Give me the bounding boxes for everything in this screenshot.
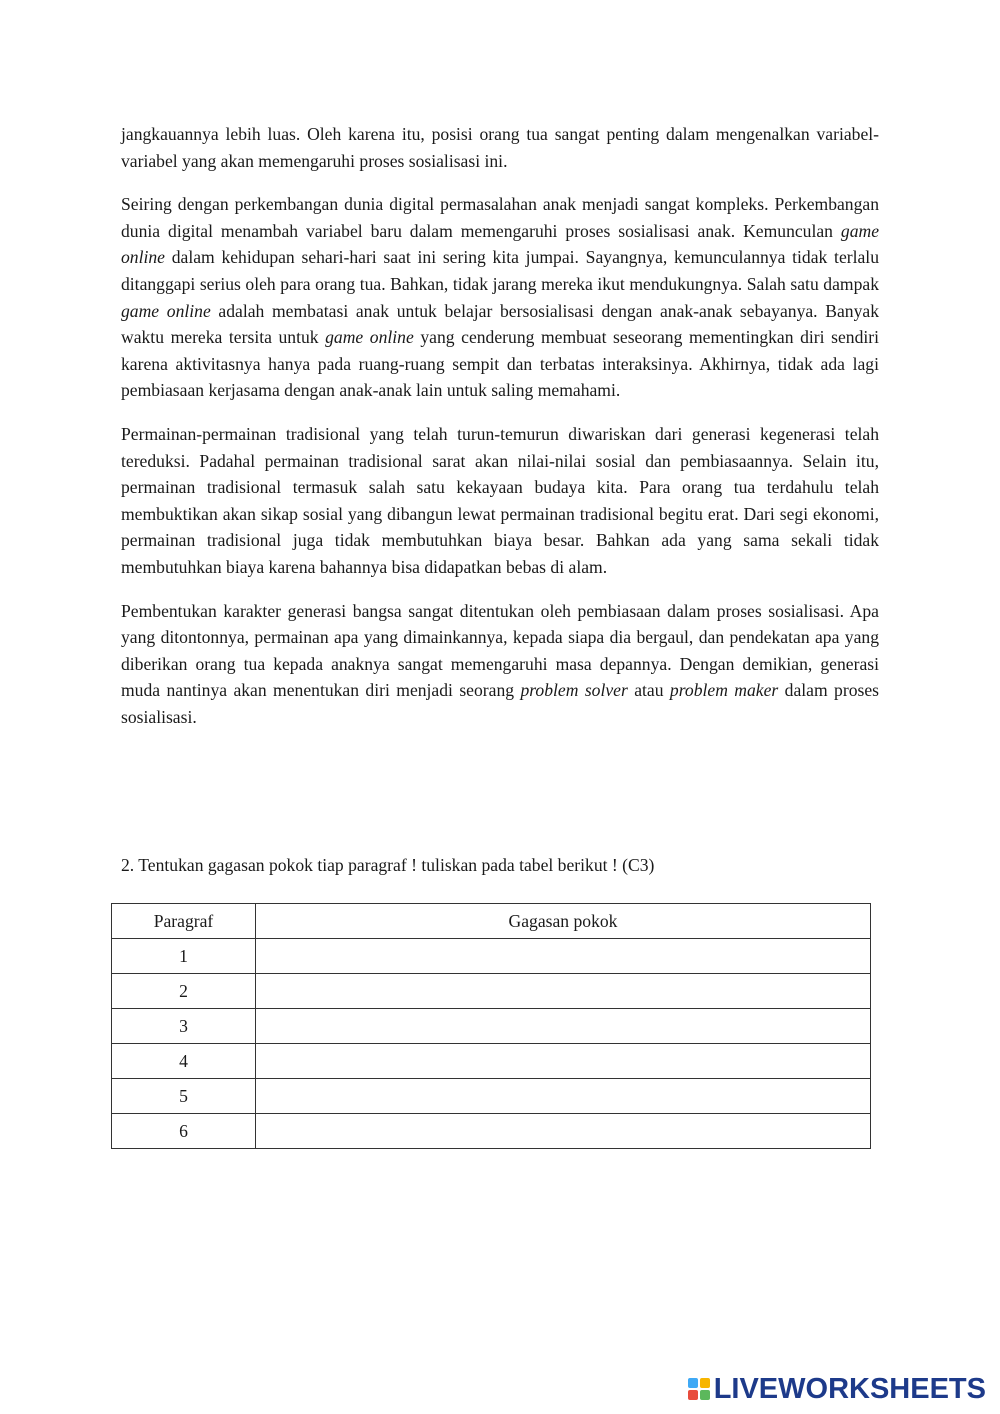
text-run: Seiring dengan perkembangan dunia digital permasalahan anak menjadi sangat kompleks. Perkembangan dunia digital menambah variabel baru dalam memengaruhi proses sosialisasi anak. Kemunculan (121, 194, 879, 241)
row-number: 1 (112, 939, 256, 974)
text-run: dalam kehidupan sehari-hari saat ini sering kita jumpai. Sayangnya, kemunculannya tidak terlalu ditanggapi serius oleh para orang tua. Bahkan, tidak jarang mereka ikut mendukungnya. Salah satu dampak (121, 247, 879, 294)
answer-cell[interactable] (256, 974, 871, 1009)
header-paragraf: Paragraf (112, 904, 256, 939)
italic-term: game online (325, 327, 414, 348)
row-number: 3 (112, 1009, 256, 1044)
answer-cell[interactable] (256, 939, 871, 974)
logo-text: LIVEWORKSHEETS (713, 1373, 986, 1405)
text-run: yang cenderung membuat seseorang mementingkan diri sendiri karena aktivitasnya hanya pada ruang-ruang sempit dan terbatas interaksinya. Akhirnya, tidak ada lagi pembiasaan kerjasama dengan anak-anak lain untuk saling memahami. (121, 327, 879, 401)
answer-cell[interactable] (256, 1079, 871, 1114)
text-run: Permainan-permainan tradisional yang telah turun-temurun diwariskan dari generasi kegenerasi telah tereduksi. Padahal permainan tradisional sarat akan nilai-nilai sosial dan pembiasaannya. Selain itu, permainan tradisional termasuk salah satu kekayaan budaya kita. Para orang tua terdahulu telah membuktikan akan sikap sosial yang dibangun lewat permainan tradisional begitu erat. Dari segi ekonomi, permainan tradisional juga tidak membutuhkan biaya besar. Bahkan ada yang sama sekali tidak membutuhkan biaya karena bahannya bisa didapatkan bebas di alam. (121, 423, 879, 577)
paragraph-4 (121, 598, 879, 731)
text-run: Pembentukan karakter generasi bangsa sangat ditentukan oleh pembiasaan dalam proses sosialisasi. Apa yang ditontonnya, permainan apa yang dimainkannya, kepada siapa dia bergaul, dan pendekatan apa yang diberikan orang tua kepada anaknya sangat memengaruhi masa depannya. Dengan demikian, generasi muda nantinya akan menentukan diri menjadi seorang (121, 600, 879, 701)
italic-term: problem solver (520, 680, 628, 701)
row-number: 5 (112, 1079, 256, 1114)
table-row (112, 1009, 871, 1044)
italic-term: game online (121, 300, 211, 321)
question-2: 2. Tentukan gagasan pokok tiap paragraf ! tuliskan pada tabel berikut ! (C3) (121, 855, 655, 875)
logo-tile (688, 1390, 698, 1400)
logo-tile (700, 1390, 710, 1400)
paragraph-1 (121, 121, 879, 174)
answer-table (111, 903, 871, 1149)
logo-tile (688, 1378, 698, 1388)
table-header-row (112, 904, 871, 939)
text-run: dalam proses sosialisasi. (121, 680, 879, 727)
answer-cell[interactable] (256, 1009, 871, 1044)
answer-cell[interactable] (256, 1044, 871, 1079)
italic-term: game online (121, 220, 879, 268)
article-body (121, 121, 879, 747)
logo-mark-icon (688, 1378, 710, 1400)
italic-term: problem maker (669, 680, 779, 701)
table-row (112, 1114, 871, 1149)
text-run: atau (627, 680, 670, 701)
table-row (112, 1079, 871, 1114)
header-gagasan-pokok: Gagasan pokok (256, 904, 871, 939)
table-row (112, 939, 871, 974)
answer-cell[interactable] (256, 1114, 871, 1149)
logo-tile (700, 1378, 710, 1388)
text-run: jangkauannya lebih luas. Oleh karena itu, posisi orang tua sangat penting dalam mengenalkan variabel-variabel yang akan memengaruhi proses sosialisasi ini. (121, 124, 879, 171)
paragraph-2 (121, 191, 879, 404)
table-row (112, 1044, 871, 1079)
table-row (112, 974, 871, 1009)
text-run: adalah membatasi anak untuk belajar bersosialisasi dengan anak-anak sebayanya. Banyak waktu mereka tersita untuk (121, 300, 879, 348)
paragraph-3 (121, 421, 879, 581)
row-number: 4 (112, 1044, 256, 1079)
row-number: 6 (112, 1114, 256, 1149)
liveworksheets-logo (688, 1374, 986, 1404)
row-number: 2 (112, 974, 256, 1009)
